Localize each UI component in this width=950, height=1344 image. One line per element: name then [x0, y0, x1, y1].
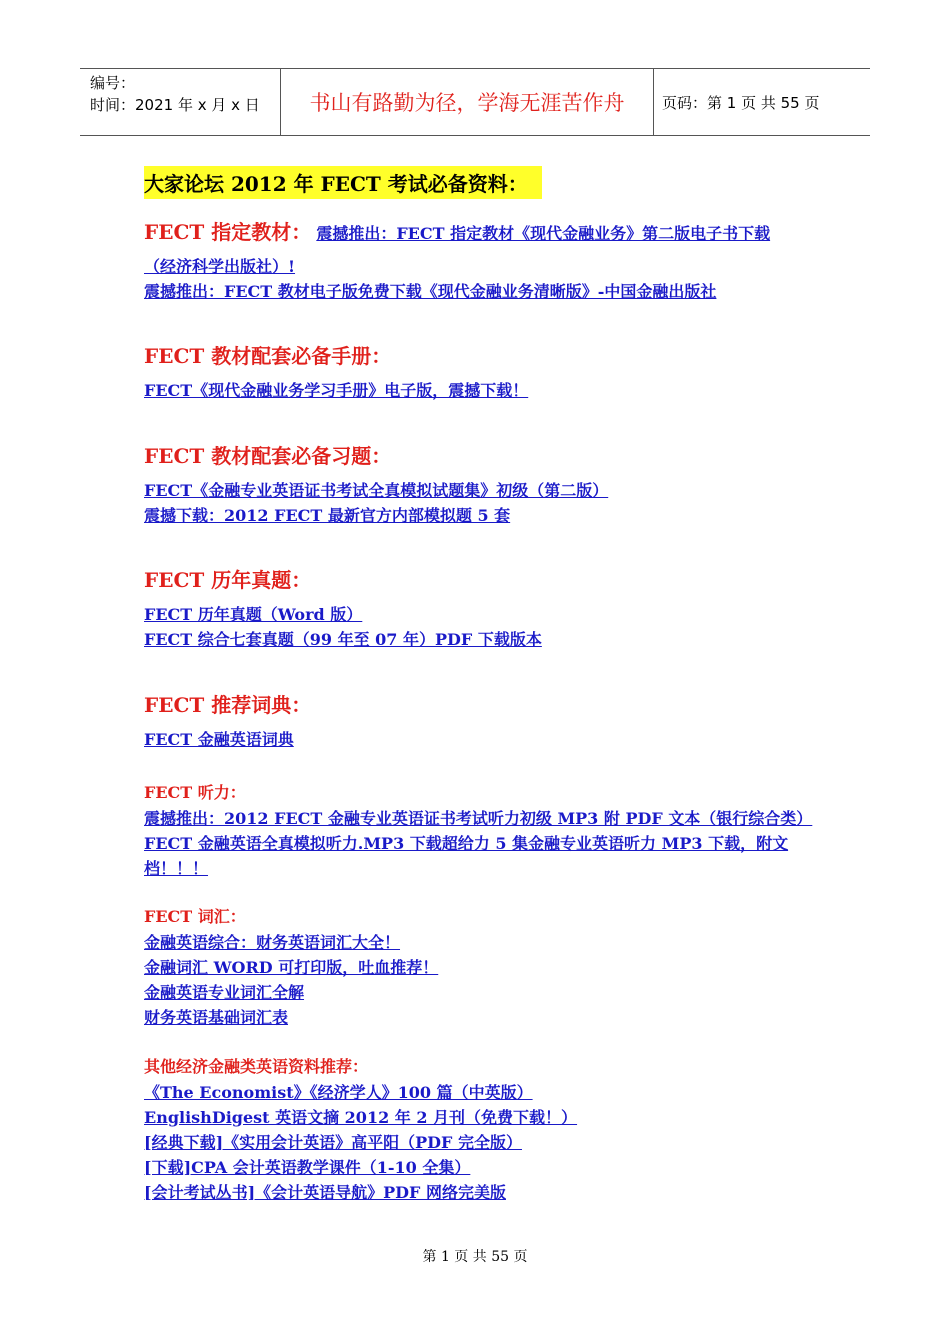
link-other-4[interactable]: [下载]CPA 会计英语教学课件（1-10 全集） — [144, 1158, 471, 1177]
section-head-handbook: FECT 教材配套必备手册： — [144, 344, 392, 368]
link-vocab-1[interactable]: 金融英语综合：财务英语词汇大全！ — [144, 933, 401, 952]
section-dictionary — [144, 691, 311, 752]
section-vocab — [144, 906, 438, 1030]
link-past-2[interactable]: FECT 综合七套真题（99 年至 07 年）PDF 下载版本 — [144, 630, 542, 649]
link-listening-2[interactable]: FECT 金融英语全真模拟听力.MP3 下载超给力 5 集金融专业英语听力 MP3 下载，附文 — [144, 834, 789, 853]
link-textbook-1-cont[interactable]: （经济科学出版社）! — [144, 257, 296, 276]
section-head-vocab: FECT 词汇： — [144, 907, 246, 926]
header-number-label: 编号： — [90, 74, 136, 92]
section-exercises — [144, 442, 608, 528]
header-time-label: 时间：2021 年 x 月 x 日 — [90, 96, 260, 114]
header-motto: 书山有路勤为径，学海无涯苦作舟 — [280, 69, 654, 135]
section-head-exercises: FECT 教材配套必备习题： — [144, 444, 392, 468]
link-exercises-2[interactable]: 震撼下载：2012 FECT 最新官方内部模拟题 5 套 — [144, 506, 511, 525]
section-head-other: 其他经济金融类英语资料推荐： — [144, 1057, 369, 1076]
link-other-3[interactable]: [经典下载]《实用会计英语》高平阳（PDF 完全版） — [144, 1133, 522, 1152]
section-head-textbook: FECT 指定教材： — [144, 220, 312, 244]
link-past-1[interactable]: FECT 历年真题（Word 版） — [144, 605, 363, 624]
main-title: 大家论坛 2012 年 FECT 考试必备资料： — [144, 166, 542, 199]
section-other — [144, 1056, 577, 1205]
section-listening — [144, 782, 824, 881]
section-handbook — [144, 342, 528, 403]
header-page-info: 页码：第 1 页 共 55 页 — [662, 93, 820, 112]
link-vocab-3[interactable]: 金融英语专业词汇全解 — [144, 983, 305, 1002]
link-handbook-1[interactable]: FECT《现代金融业务学习手册》电子版，震撼下载！ — [144, 381, 529, 400]
section-head-listening: FECT 听力： — [144, 783, 246, 802]
section-textbook — [144, 218, 824, 304]
link-dict-1[interactable]: FECT 金融英语词典 — [144, 730, 294, 749]
header-table — [80, 68, 870, 136]
section-head-dict: FECT 推荐词典： — [144, 693, 312, 717]
page-footer: 第 1 页 共 55 页 — [422, 1249, 528, 1265]
link-exercises-1[interactable]: FECT《金融专业英语证书考试全真模拟试题集》初级（第二版） — [144, 481, 609, 500]
link-textbook-2[interactable]: 震撼推出：FECT 教材电子版免费下载《现代金融业务清晰版》-中国金融出版社 — [144, 282, 717, 301]
link-vocab-2[interactable]: 金融词汇 WORD 可打印版，吐血推荐！ — [144, 958, 439, 977]
link-other-2[interactable]: EnglishDigest 英语文摘 2012 年 2 月刊（免费下载！） — [144, 1108, 578, 1127]
header-left-cell — [80, 69, 280, 135]
link-listening-2-cont[interactable]: 档！！！ — [144, 859, 209, 878]
link-listening-1[interactable]: 震撼推出：2012 FECT 金融专业英语证书考试听力初级 MP3 附 PDF 文本（银行综合类） — [144, 809, 813, 828]
link-other-1[interactable]: 《The Economist》《经济学人》100 篇（中英版） — [144, 1083, 533, 1102]
section-past-exams — [144, 566, 542, 652]
section-head-past: FECT 历年真题： — [144, 568, 312, 592]
link-vocab-4[interactable]: 财务英语基础词汇表 — [144, 1008, 289, 1027]
link-other-5[interactable]: [会计考试丛书]《会计英语导航》PDF 网络完美版 — [144, 1183, 506, 1202]
link-textbook-1[interactable]: 震撼推出：FECT 指定教材《现代金融业务》第二版电子书下载 — [316, 224, 771, 243]
